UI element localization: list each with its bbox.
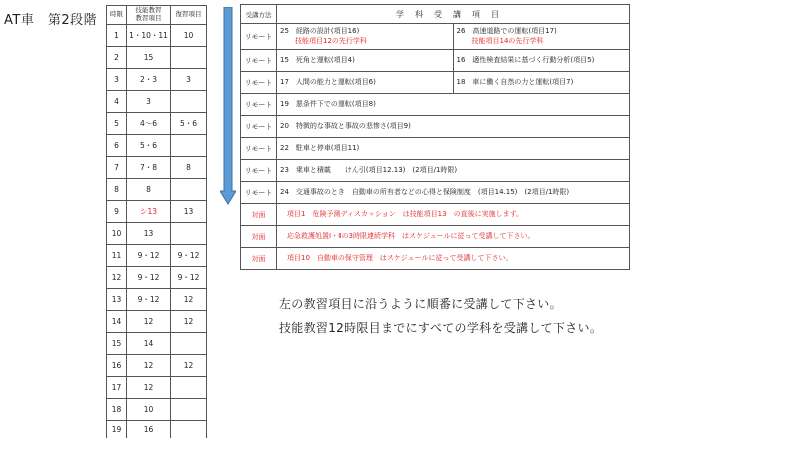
schedule-row (107, 25, 207, 47)
in-person-note-cell: 応急救護処置Ⅰ・Ⅱの3時限連続学科 はスケジュールに従って受講して下さい。 (277, 226, 630, 248)
skill-item-cell: 3 (127, 91, 171, 113)
period-cell: 9 (107, 201, 127, 223)
schedule-row (107, 355, 207, 377)
method-cell: 対面 (241, 248, 277, 270)
method-cell: リモート (241, 160, 277, 182)
review-item-cell (171, 333, 207, 355)
skill-item-cell: 14 (127, 333, 171, 355)
skill-item-cell: 2・3 (127, 69, 171, 91)
schedule-row (107, 399, 207, 421)
method-cell: リモート (241, 182, 277, 204)
method-cell: リモート (241, 116, 277, 138)
subject-table (240, 4, 630, 270)
subject-single-row (241, 94, 630, 116)
in-person-row (241, 248, 630, 270)
period-cell: 18 (107, 399, 127, 421)
schedule-table (106, 5, 207, 438)
method-cell: リモート (241, 24, 277, 50)
review-item-cell: 12 (171, 355, 207, 377)
down-arrow-icon (220, 7, 236, 205)
skill-item-cell: 9・12 (127, 267, 171, 289)
subject-cell (453, 50, 630, 72)
period-cell: 14 (107, 311, 127, 333)
period-cell: 19 (107, 421, 127, 438)
review-item-cell (171, 377, 207, 399)
review-item-cell (171, 421, 207, 438)
subject-single-row (241, 182, 630, 204)
prerequisite-note: 技能項目14の先行学科 (471, 36, 544, 45)
period-cell: 6 (107, 135, 127, 157)
skill-item-cell: 7・8 (127, 157, 171, 179)
subject-cell (453, 72, 630, 94)
method-cell: リモート (241, 94, 277, 116)
header-review-item: 復習項目 (171, 6, 207, 25)
skill-item-cell: 4～6 (127, 113, 171, 135)
subject-header-row (241, 5, 630, 24)
subject-cell (453, 24, 630, 50)
subject-cell: 20 特徴的な事故と事故の悲惨さ(項目9) (277, 116, 630, 138)
subject-cell (277, 50, 454, 72)
schedule-row (107, 245, 207, 267)
review-item-cell (171, 223, 207, 245)
skill-item-cell: 5・6 (127, 135, 171, 157)
skill-item-cell: 13 (127, 223, 171, 245)
skill-item-cell: 9・12 (127, 245, 171, 267)
subject-text: 16 適性検査結果に基づく行動分析(項目5) (456, 55, 595, 64)
review-item-cell: 10 (171, 25, 207, 47)
subject-text: 26 高速道路での運転(項目17) (456, 27, 557, 36)
skill-item-cell: 9・12 (127, 289, 171, 311)
method-cell: 対面 (241, 204, 277, 226)
review-item-cell (171, 399, 207, 421)
method-cell: リモート (241, 138, 277, 160)
header-subject: 学科受講項目 (277, 5, 630, 24)
method-cell: リモート (241, 50, 277, 72)
period-cell: 15 (107, 333, 127, 355)
period-cell: 11 (107, 245, 127, 267)
schedule-row (107, 179, 207, 201)
subject-single-row (241, 138, 630, 160)
review-item-cell: 3 (171, 69, 207, 91)
period-cell: 3 (107, 69, 127, 91)
schedule-row (107, 333, 207, 355)
subject-cell (277, 24, 454, 50)
schedule-row (107, 201, 207, 223)
instruction-message-1: 左の教習項目に沿うように順番に受講して下さい。 (279, 297, 562, 311)
schedule-row (107, 267, 207, 289)
schedule-header-row (107, 6, 207, 25)
subject-cell: 19 悪条件下での運転(項目8) (277, 94, 630, 116)
subject-text: 17 人間の能力と運転(項目6) (280, 77, 376, 86)
review-item-cell (171, 91, 207, 113)
subject-body (241, 24, 630, 270)
header-method: 受講方法 (241, 5, 277, 24)
review-item-cell (171, 47, 207, 69)
skill-item-cell: 12 (127, 355, 171, 377)
period-cell: 16 (107, 355, 127, 377)
method-cell: リモート (241, 72, 277, 94)
review-item-cell (171, 135, 207, 157)
review-item-cell: 12 (171, 311, 207, 333)
schedule-row (107, 135, 207, 157)
header-skill-item-label: 技能教習 教習項目 (135, 6, 162, 22)
review-item-cell (171, 179, 207, 201)
period-cell: 13 (107, 289, 127, 311)
subject-cell (277, 72, 454, 94)
skill-item-cell: 16 (127, 421, 171, 438)
in-person-note-cell: 項目1 危険予測ディスカッション は技能項目13 の直後に実施します。 (277, 204, 630, 226)
schedule-row (107, 157, 207, 179)
subject-text: 25 経路の設計(項目16) (280, 27, 360, 36)
schedule-row (107, 69, 207, 91)
skill-item-cell: 1・10・11 (127, 25, 171, 47)
schedule-row (107, 223, 207, 245)
subject-cell: 24 交通事故のとき 自動車の所有者などの心得と保険制度 (項目14.15) (2項目/1時限) (277, 182, 630, 204)
skill-item-cell: 10 (127, 399, 171, 421)
in-person-row (241, 226, 630, 248)
subject-pair-row (241, 72, 630, 94)
in-person-note-cell: 項目10 自動車の保守管理 はスケジュールに従って受講して下さい。 (277, 248, 630, 270)
review-item-cell: 9・12 (171, 267, 207, 289)
prerequisite-note: 技能項目12の先行学科 (295, 36, 367, 45)
skill-item-cell: 12 (127, 377, 171, 399)
skill-item-cell: 15 (127, 47, 171, 69)
subject-cell: 23 乗車と積載 けん引(項目12.13) (2項目/1時限) (277, 160, 630, 182)
instruction-message-2: 技能教習12時限目までにすべての学科を受講して下さい。 (279, 321, 603, 335)
schedule-row (107, 377, 207, 399)
subject-single-row (241, 160, 630, 182)
subject-cell: 22 駐車と停車(項目11) (277, 138, 630, 160)
period-cell: 4 (107, 91, 127, 113)
in-person-row (241, 204, 630, 226)
method-cell: 対面 (241, 226, 277, 248)
period-cell: 17 (107, 377, 127, 399)
review-item-cell: 5・6 (171, 113, 207, 135)
subject-single-row (241, 116, 630, 138)
period-cell: 1 (107, 25, 127, 47)
review-item-cell: 13 (171, 201, 207, 223)
schedule-row (107, 289, 207, 311)
period-cell: 2 (107, 47, 127, 69)
period-cell: 7 (107, 157, 127, 179)
period-cell: 8 (107, 179, 127, 201)
period-cell: 12 (107, 267, 127, 289)
skill-item-cell: シ13 (127, 201, 171, 223)
period-cell: 10 (107, 223, 127, 245)
schedule-row (107, 47, 207, 69)
header-skill-item (127, 6, 171, 25)
skill-item-cell: 8 (127, 179, 171, 201)
schedule-row (107, 311, 207, 333)
subject-text: 18 車に働く自然の力と運転(項目7) (456, 77, 574, 86)
period-cell: 5 (107, 113, 127, 135)
header-period: 時限 (107, 6, 127, 25)
schedule-row (107, 91, 207, 113)
schedule-row (107, 113, 207, 135)
schedule-row (107, 421, 207, 438)
subject-pair-row (241, 50, 630, 72)
review-item-cell: 12 (171, 289, 207, 311)
review-item-cell: 8 (171, 157, 207, 179)
page-title: AT車 第2段階 (4, 13, 98, 28)
skill-item-cell: 12 (127, 311, 171, 333)
review-item-cell: 9・12 (171, 245, 207, 267)
subject-pair-row (241, 24, 630, 50)
subject-text: 15 死角と運転(項目4) (280, 55, 355, 64)
schedule-body (107, 25, 207, 438)
